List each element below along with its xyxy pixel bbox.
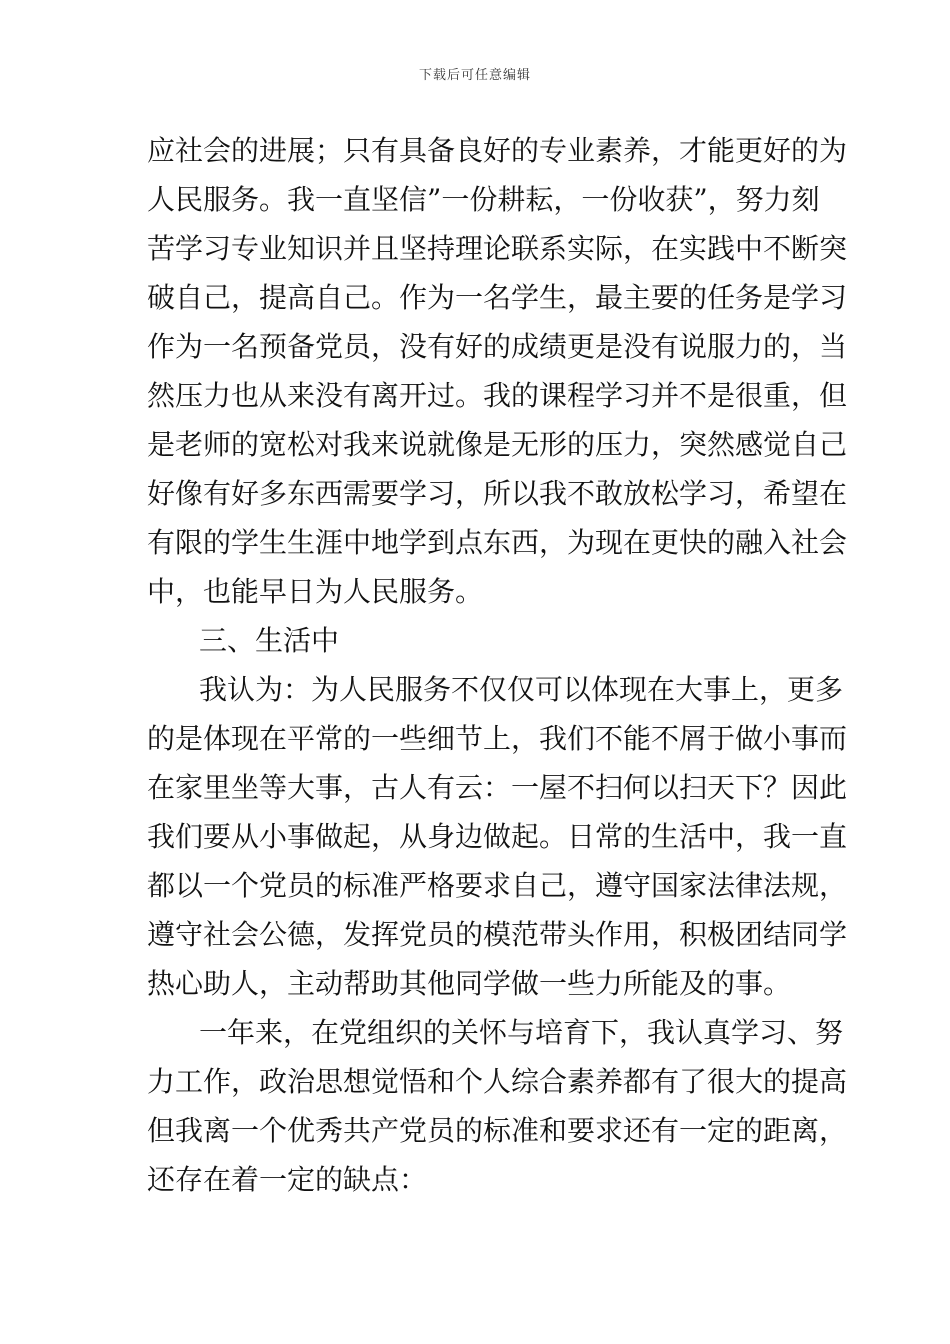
text-line: 力工作，政治思想觉悟和个人综合素养都有了很大的提高	[147, 1065, 848, 1098]
text-line: 我们要从小事做起，从身边做起。日常的生活中，我一直	[147, 820, 848, 853]
text-line: 一年来，在党组织的关怀与培育下，我认真学习、努	[199, 1016, 844, 1049]
text-line: 热心助人，主动帮助其他同学做一些力所能及的事。	[147, 967, 792, 1000]
text-line: 有限的学生生涯中地学到点东西，为现在更快的融入社会	[147, 526, 848, 559]
text-line: 然压力也从来没有离开过。我的课程学习并不是很重，但	[147, 379, 848, 412]
text-line: 应社会的进展；只有具备良好的专业素养，才能更好的为	[147, 134, 848, 167]
document-body	[147, 126, 848, 1204]
text-line: 我认为：为人民服务不仅仅可以体现在大事上，更多	[199, 673, 844, 706]
text-line: 都以一个党员的标准严格要求自己，遵守国家法律法规，	[147, 869, 848, 902]
text-line: 三、生活中	[199, 624, 340, 657]
text-line: 在家里坐等大事，古人有云：一屋不扫何以扫天下？因此	[147, 771, 848, 804]
text-line: 但我离一个优秀共产党员的标准和要求还有一定的距离，	[147, 1114, 848, 1147]
text-line: 苦学习专业知识并且坚持理论联系实际，在实践中不断突	[147, 232, 848, 265]
page-header: 下载后可任意编辑	[418, 68, 531, 83]
text-line: 作为一名预备党员，没有好的成绩更是没有说服力的，当	[147, 330, 848, 363]
text-line: 是老师的宽松对我来说就像是无形的压力，突然感觉自己	[147, 428, 848, 461]
text-line: 破自己，提高自己。作为一名学生，最主要的任务是学习	[147, 281, 848, 314]
text-line: 中，也能早日为人民服务。	[147, 575, 484, 608]
text-line: 的是体现在平常的一些细节上，我们不能不屑于做小事而	[147, 722, 848, 755]
text-line: 还存在着一定的缺点：	[147, 1163, 428, 1196]
text-line: 好像有好多东西需要学习，所以我不敢放松学习，希望在	[147, 477, 848, 510]
text-line: 遵守社会公德，发挥党员的模范带头作用，积极团结同学	[147, 918, 848, 951]
text-line: 人民服务。我一直坚信”一份耕耘，一份收获”，努力刻	[147, 183, 820, 216]
